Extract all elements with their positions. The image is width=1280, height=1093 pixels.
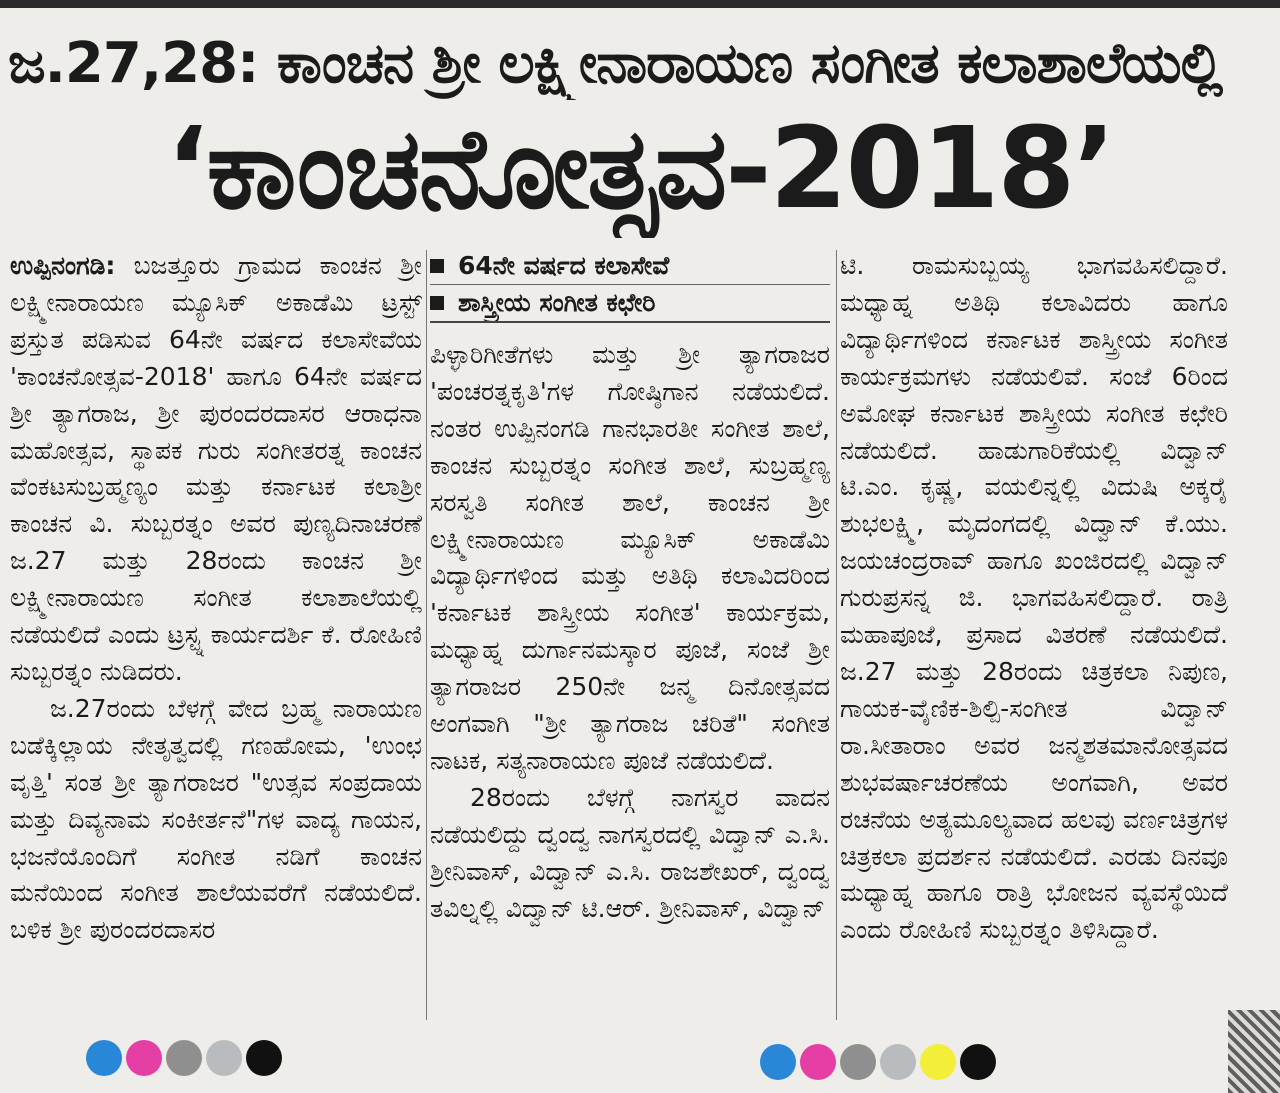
bullet-square-icon — [430, 259, 444, 273]
registration-dot — [800, 1044, 836, 1080]
bullet-square-icon — [430, 296, 444, 310]
registration-dot — [880, 1044, 916, 1080]
registration-dot — [166, 1040, 202, 1076]
paragraph: ಜ.27ರಂದು ಬೆಳಗ್ಗೆ ವೇದ ಬ್ರಹ್ಮ ನಾರಾಯಣ ಬಡೆಕ್ಕಿಲ್ಲಾಯ ನೇತೃತ್ವದಲ್ಲಿ ಗಣಹೋಮ, 'ಉಂಛ ವೃತ್ತಿ' ಸಂತ ಶ್ರೀ ತ್ಯಾಗರಾಜರ "ಉತ್ಸವ ಸಂಪ್ರದಾಯ ಮತ್ತು ದಿವ್ಯನಾಮ ಸಂಕೀರ್ತನೆ"ಗಳ ವಾದ್ಯ ಗಾಯನ, ಭಜನೆಯೊಂದಿಗೆ ಸಂಗೀತ ನಡಿಗೆ ಕಾಂಚನ ಮನೆಯಿಂದ ಸಂಗೀತ ಶಾಲೆಯವರೆಗೆ ನಡೆಯಲಿದೆ. ಬಳಿಕ ಶ್ರೀ ಪುರಂದರದಾಸರ — [10, 693, 422, 945]
article-column-3 — [840, 248, 1228, 1028]
scan-edge-texture — [1228, 1010, 1280, 1093]
main-headline: ‘ಕಾಂಚನೋತ್ಸವ-2018’ — [166, 104, 1114, 234]
subheading: 64ನೇ ವರ್ಷದ ಕಲಾಸೇವೆ — [430, 248, 830, 285]
paragraph: ಪಿಳ್ಳಾರಿಗೀತೆಗಳು ಮತ್ತು ಶ್ರೀ ತ್ಯಾಗರಾಜರ 'ಪಂಚರತ್ನಕೃತಿ'ಗಳ ಗೋಷ್ಠಿಗಾನ ನಡೆಯಲಿದೆ. ನಂತರ ಉಪ್ಪಿನಂಗಡಿ ಗಾನಭಾರತೀ ಸಂಗೀತ ಶಾಲೆ, ಕಾಂಚನ ಸುಬ್ಬರತ್ನಂ ಸಂಗೀತ ಶಾಲೆ, ಸುಬ್ರಹ್ಮಣ್ಯ ಸರಸ್ವತಿ ಸಂಗೀತ ಶಾಲೆ, ಕಾಂಚನ ಶ್ರೀ ಲಕ್ಷ್ಮೀನಾರಾಯಣ ಮ್ಯೂಸಿಕ್ ಅಕಾಡೆಮಿ ವಿದ್ಯಾರ್ಥಿಗಳಿಂದ ಮತ್ತು ಅತಿಥಿ ಕಲಾವಿದರಿಂದ 'ಕರ್ನಾಟಕ ಶಾಸ್ತ್ರೀಯ ಸಂಗೀತ' ಕಾರ್ಯಕ್ರಮ, ಮಧ್ಯಾಹ್ನ ದುರ್ಗಾನಮಸ್ಕಾರ ಪೂಜೆ, ಸಂಜೆ ಶ್ರೀ ತ್ಯಾಗರಾಜರ 250ನೇ ಜನ್ಮ ದಿನೋತ್ಸವದ ಅಂಗವಾಗಿ "ಶ್ರೀ ತ್ಯಾಗರಾಜ ಚರಿತೆ" ಸಂಗೀತ ನಾಟಕ, ಸತ್ಯನಾರಾಯಣ ಪೂಜೆ ನಡೆಯಲಿದೆ. — [430, 340, 830, 775]
registration-dot — [126, 1040, 162, 1076]
article-column-2 — [430, 248, 830, 1028]
dateline: ಉಪ್ಪಿನಂಗಡಿ: — [10, 251, 116, 280]
paragraph-text: ಬಜತ್ತೂರು ಗ್ರಾಮದ ಕಾಂಚನ ಶ್ರೀ ಲಕ್ಷ್ಮೀನಾರಾಯಣ ಮ್ಯೂಸಿಕ್ ಅಕಾಡೆಮಿ ಟ್ರಸ್ಟ್ ಪ್ರಸ್ತುತ ಪಡಿಸುವ 64ನೇ ವರ್ಷದ ಕಲಾಸೇವೆಯ 'ಕಾಂಚನೋತ್ಸವ-2018' ಹಾಗೂ 64ನೇ ವರ್ಷದ ಶ್ರೀ ತ್ಯಾಗರಾಜ, ಶ್ರೀ ಪುರಂದರದಾಸರ ಆರಾಧನಾ ಮಹೋತ್ಸವ, ಸ್ಥಾಪಕ ಗುರು ಸಂಗೀತರತ್ನ ಕಾಂಚನ ವೆಂಕಟಸುಬ್ರಹ್ಮಣ್ಯಂ ಮತ್ತು ಕರ್ನಾಟಕ ಕಲಾಶ್ರೀ ಕಾಂಚನ ವಿ. ಸುಬ್ಬರತ್ನಂ ಅವರ ಪುಣ್ಯದಿನಾಚರಣೆ ಜ.27 ಮತ್ತು 28ರಂದು ಕಾಂಚನ ಶ್ರೀ ಲಕ್ಷ್ಮೀನಾರಾಯಣ ಸಂಗೀತ ಕಲಾಶಾಲೆಯಲ್ಲಿ ನಡೆಯಲಿದೆ ಎಂದು ಟ್ರಸ್ಟ್ನ ಕಾರ್ಯದರ್ಶಿ ಕೆ. ರೋಹಿಣಿ ಸುಬ್ಬರತ್ನಂ ನುಡಿದರು. — [10, 251, 422, 686]
registration-dot — [840, 1044, 876, 1080]
registration-dot — [246, 1040, 282, 1076]
paragraph: ಟಿ. ರಾಮಸುಬ್ಬಯ್ಯ ಭಾಗವಹಿಸಲಿದ್ದಾರೆ. ಮಧ್ಯಾಹ್ನ ಅತಿಥಿ ಕಲಾವಿದರು ಹಾಗೂ ವಿದ್ಯಾರ್ಥಿಗಳಿಂದ ಕರ್ನಾಟಕ ಶಾಸ್ತ್ರೀಯ ಸಂಗೀತ ಕಾರ್ಯಕ್ರಮಗಳು ನಡೆಯಲಿವೆ. ಸಂಜೆ 6ರಿಂದ ಅಮೋಘ ಕರ್ನಾಟಕ ಶಾಸ್ತ್ರೀಯ ಸಂಗೀತ ಕಛೇರಿ ನಡೆಯಲಿದೆ. ಹಾಡುಗಾರಿಕೆಯಲ್ಲಿ ವಿದ್ವಾನ್ ಟಿ.ಎಂ. ಕೃಷ್ಣ, ವಯಲಿನ್ನಲ್ಲಿ ವಿದುಷಿ ಅಕ್ಕರೈ ಶುಭಲಕ್ಷ್ಮಿ, ಮೃದಂಗದಲ್ಲಿ ವಿದ್ವಾನ್ ಕೆ.ಯು. ಜಯಚಂದ್ರರಾವ್ ಹಾಗೂ ಖಂಜಿರದಲ್ಲಿ ವಿದ್ವಾನ್ ಗುರುಪ್ರಸನ್ನ ಜಿ. ಭಾಗವಹಿಸಲಿದ್ದಾರೆ. ರಾತ್ರಿ ಮಹಾಪೂಜೆ, ಪ್ರಸಾದ ವಿತರಣೆ ನಡೆಯಲಿದೆ. ಜ.27 ಮತ್ತು 28ರಂದು ಚಿತ್ರಕಲಾ ನಿಪುಣ, ಗಾಯಕ-ವೈಣಿಕ-ಶಿಲ್ಪಿ-ಸಂಗೀತ ವಿದ್ವಾನ್ ರಾ.ಸೀತಾರಾಂ ಅವರ ಜನ್ಮಶತಮಾನೋತ್ಸವದ ಶುಭವರ್ಷಾಚರಣೆಯ ಅಂಗವಾಗಿ, ಅವರ ರಚನೆಯ ಅತ್ಯಮೂಲ್ಯವಾದ ಹಲವು ವರ್ಣಚಿತ್ರಗಳ ಚಿತ್ರಕಲಾ ಪ್ರದರ್ಶನ ನಡೆಯಲಿದೆ. ಎರಡು ದಿನವೂ ಮಧ್ಯಾಹ್ನ ಹಾಗೂ ರಾತ್ರಿ ಭೋಜನ ವ್ಯವಸ್ಥೆಯಿದೆ ಎಂದು ರೋಹಿಣಿ ಸುಬ್ಬರತ್ನಂ ತಿಳಿಸಿದ್ದಾರೆ. — [840, 251, 1228, 945]
article-column-1 — [10, 248, 422, 1028]
registration-dot — [960, 1044, 996, 1080]
registration-dot — [206, 1040, 242, 1076]
column-rule — [836, 250, 837, 1020]
registration-dot — [86, 1040, 122, 1076]
registration-marks-left — [86, 1040, 282, 1076]
subheadings-box — [430, 248, 830, 323]
registration-dot — [920, 1044, 956, 1080]
top-rule — [0, 0, 1280, 8]
kicker-headline: ಜ.27,28: ಕಾಂಚನ ಶ್ರೀ ಲಕ್ಷ್ಮೀನಾರಾಯಣ ಸಂಗೀತ ಕಲಾಶಾಲೆಯಲ್ಲಿ — [8, 31, 1222, 96]
registration-dot — [760, 1044, 796, 1080]
paragraph — [10, 248, 422, 691]
column-rule — [426, 250, 427, 1020]
subheading: ಶಾಸ್ತ್ರೀಯ ಸಂಗೀತ ಕಛೇರಿ — [430, 285, 830, 321]
paragraph: 28ರಂದು ಬೆಳಗ್ಗೆ ನಾಗಸ್ವರ ವಾದನ ನಡೆಯಲಿದ್ದು ದ್ವಂದ್ವ ನಾಗಸ್ವರದಲ್ಲಿ ವಿದ್ವಾನ್ ಎ.ಸಿ. ಶ್ರೀನಿವಾಸ್, ವಿದ್ವಾನ್ ಎ.ಸಿ. ರಾಜಶೇಖರ್, ದ್ವಂದ್ವ ತವಿಲ್ನಲ್ಲಿ ವಿದ್ವಾನ್ ಟಿ.ಆರ್. ಶ್ರೀನಿವಾಸ್, ವಿದ್ವಾನ್ — [430, 782, 830, 923]
registration-marks-right — [760, 1044, 996, 1080]
